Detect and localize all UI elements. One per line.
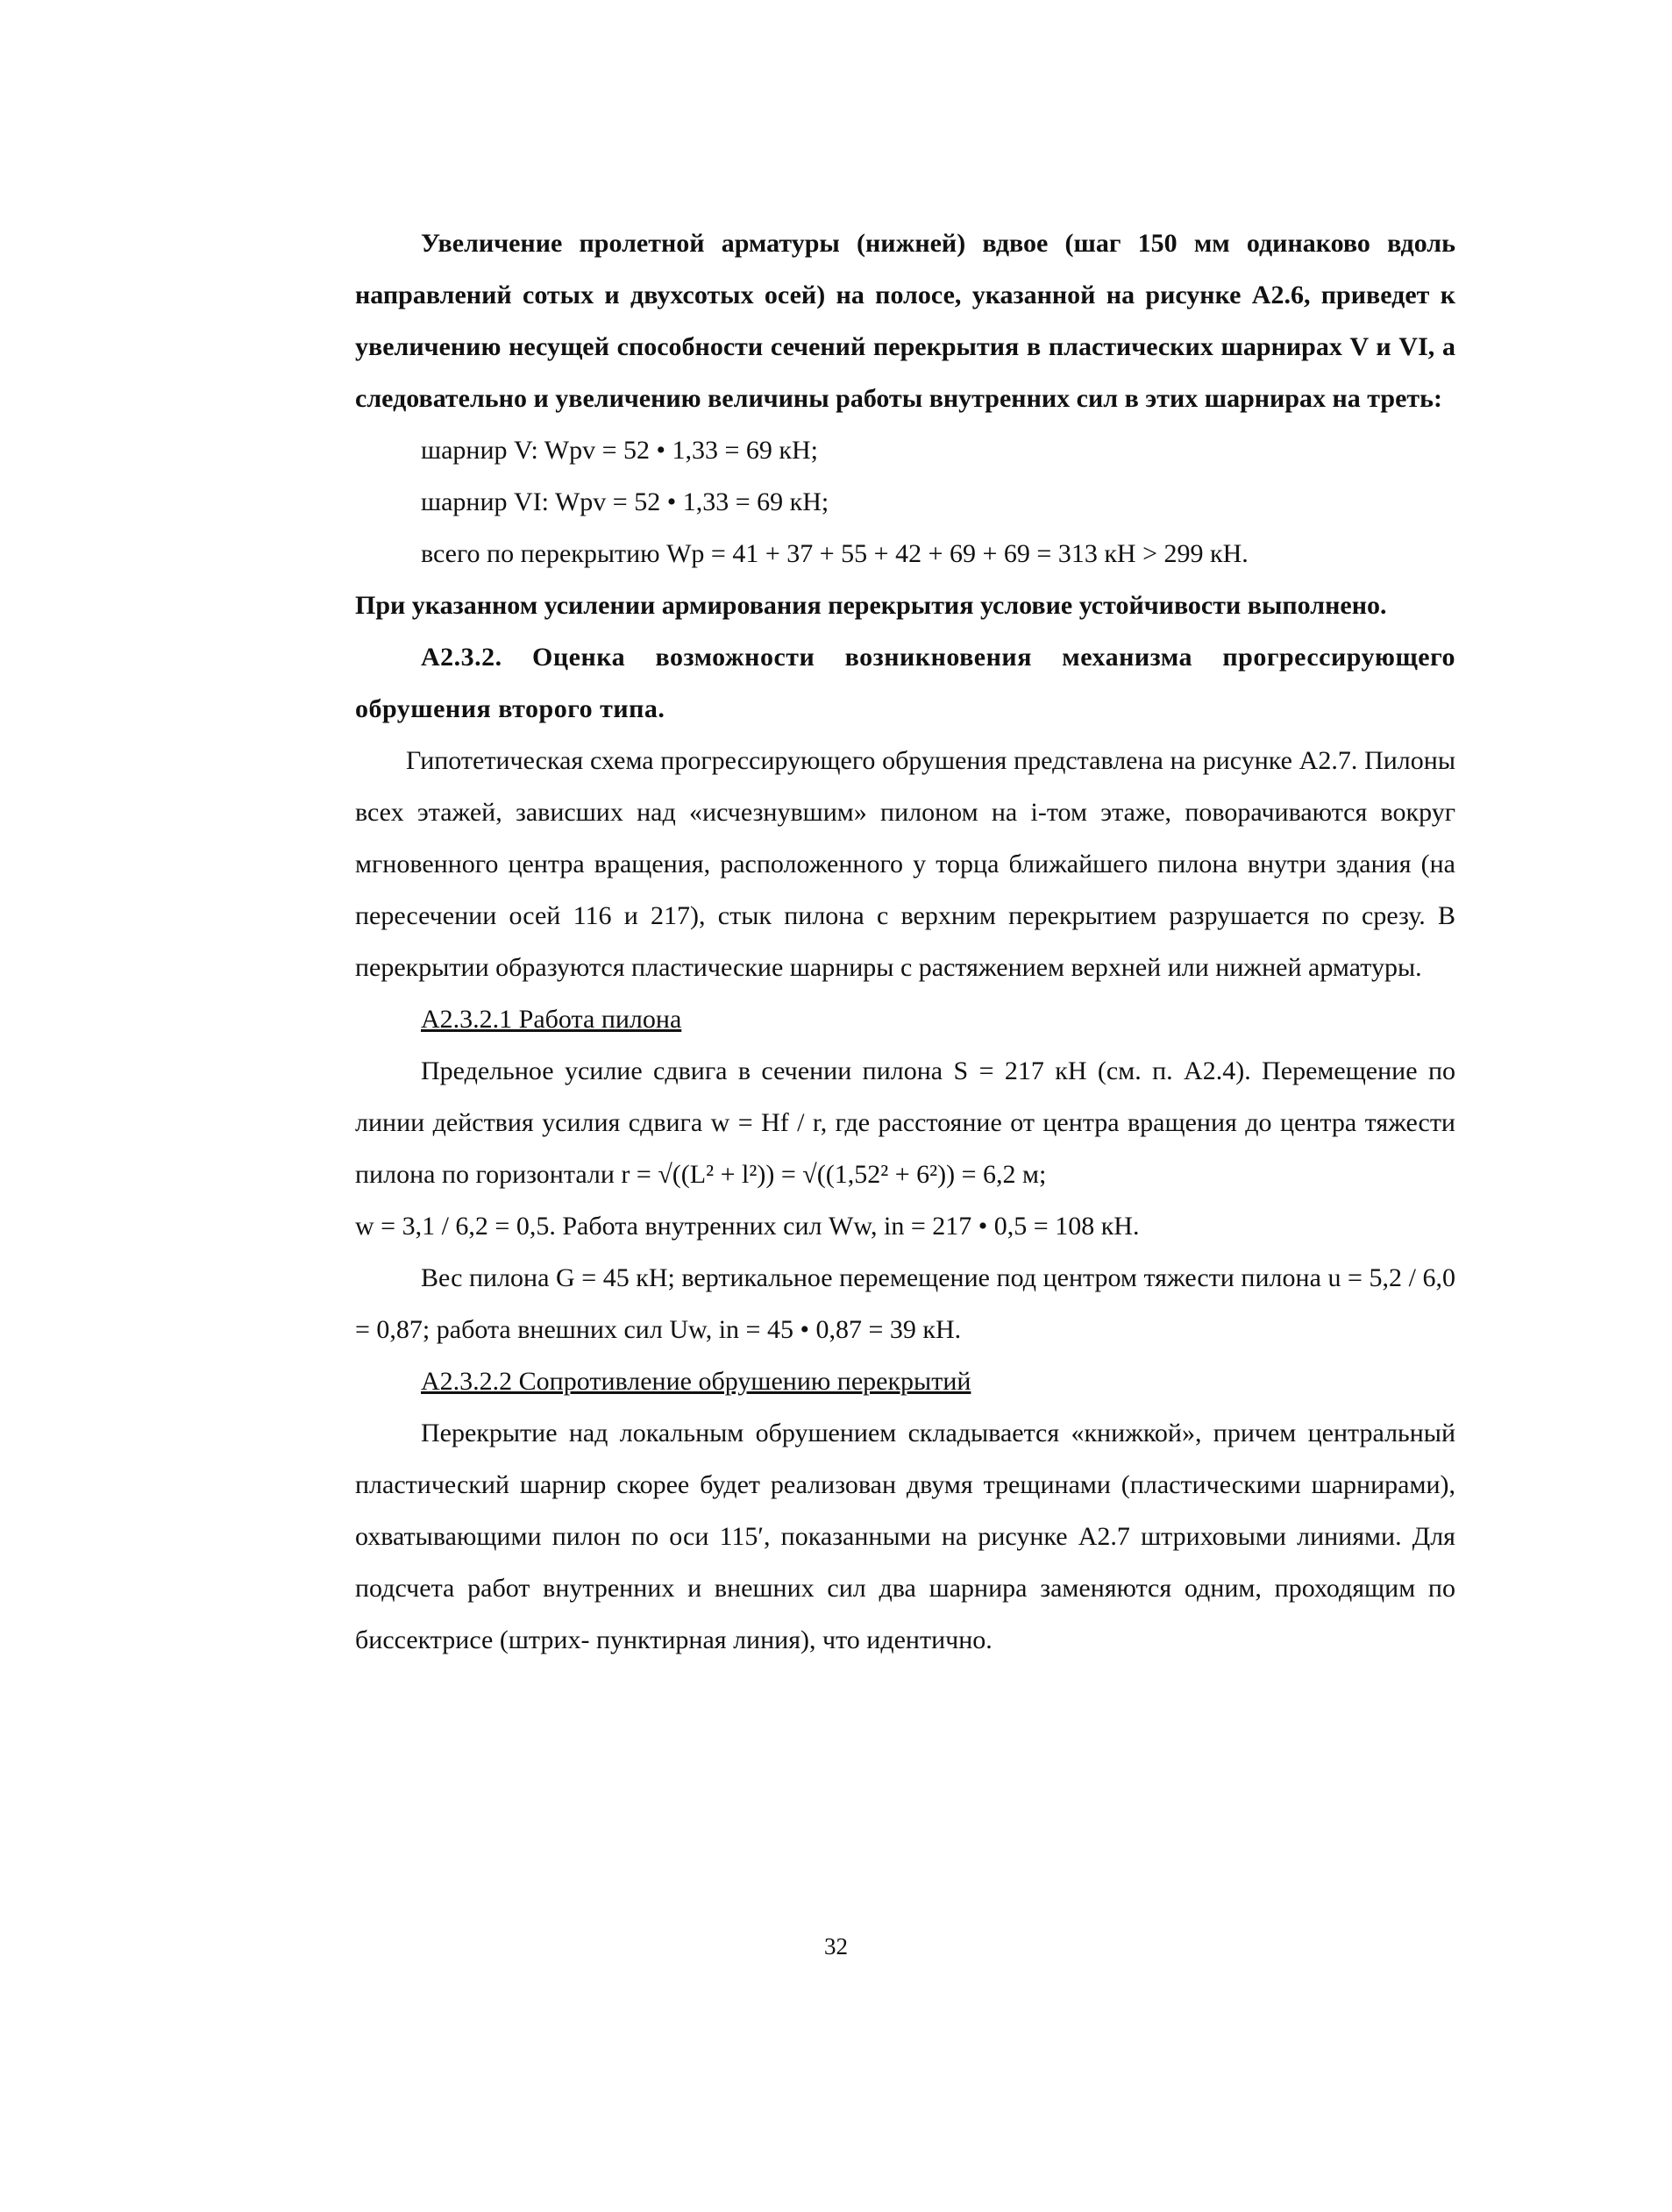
formula-total-slab: всего по перекрытию Wp = 41 + 37 + 55 + 42 + 69 + 69 = 313 кН > 299 кН. [421,539,1249,568]
formula-hinge-v: шарнир V: Wpv = 52 • 1,33 = 69 кН; [421,436,818,465]
paragraph-slab-folding: Перекрытие над локальным обрушением складывается «книжкой», причем центральный пластический шарнир скорее будет реализован двумя трещинами (пластическими шарнирами), охватывающими пилон по оси 115′, показанными на рисунке А2.7 штриховыми линиями. Для подсчета работ внутренних и внешних сил два шарнира заменяются одним, проходящим по биссектрисе (штрих- пунктирная линия), что идентично. [355,1419,1455,1654]
paragraph-reinforcement-increase: Увеличение пролетной арматуры (нижней) вдвое (шаг 150 мм одинаково вдоль направлений сотых и двухсотых осей) на полосе, указанной на рисунке А2.6, приведет к увеличению несущей способности сечений перекрытия в пластических шарнирах V и VI, а следовательно и увеличению величины работы внутренних сил в этих шарнирах на треть: [355,229,1455,413]
paragraph-pylon-weight: Вес пилона G = 45 кН; вертикальное перемещение под центром тяжести пилона u = 5,2 / 6,0 = 0,87; работа внешних сил Uw, in = 45 • 0,87 = 39 кН. [355,1263,1455,1344]
page-number: 32 [824,1933,848,1960]
subheading-pylon-work: А2.3.2.1 Работа пилона [421,1005,682,1034]
formula-hinge-vi: шарнир VI: Wpv = 52 • 1,33 = 69 кН; [421,487,829,516]
paragraph-shear-force: Предельное усилие сдвига в сечении пилона S = 217 кН (см. п. А2.4). Перемещение по линии действия усилия сдвига w = Hf / r, где расстояние от центра вращения до центра тяжести пилона по горизонтали r = √((L² + l²)) = √((1,52² + 6²)) = 6,2 м; [355,1056,1455,1189]
section-heading-a2-3-2: А2.3.2. Оценка возможности возникновения механизма прогрессирующего обрушения второго типа. [355,643,1455,723]
paragraph-internal-work: w = 3,1 / 6,2 = 0,5. Работа внутренних сил Ww, in = 217 • 0,5 = 108 кН. [355,1212,1140,1241]
text-block-top [355,217,1455,1666]
subheading-slab-resistance: А2.3.2.2 Сопротивление обрушению перекрытий [421,1367,971,1396]
paragraph-stability-condition: При указанном усилении армирования перекрытия условие устойчивости выполнено. [355,591,1387,620]
paragraph-hypothetical-scheme: Гипотетическая схема прогрессирующего обрушения представлена на рисунке А2.7. Пилоны всех этажей, зависших над «исчезнувшим» пилоном на i-том этаже, поворачиваются вокруг мгновенного центра вращения, расположенного у торца ближайшего пилона внутри здания (на пересечении осей 116 и 217), стык пилона с верхним перекрытием разрушается по срезу. В перекрытии образуются пластические шарниры с растяжением верхней или нижней арматуры. [355,746,1455,982]
